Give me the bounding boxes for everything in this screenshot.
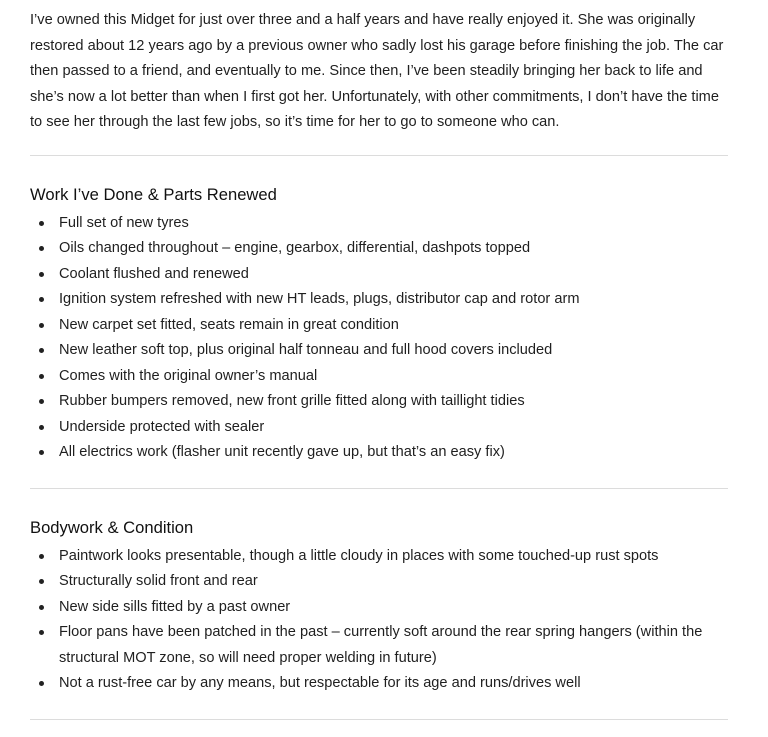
list-item: Floor pans have been patched in the past – currently soft around the rear spring hangers (within the structural MOT zone, so will need proper welding in future) <box>30 620 730 671</box>
list-item: Coolant flushed and renewed <box>30 262 730 288</box>
list-item: Full set of new tyres <box>30 211 730 237</box>
list-item: Paintwork looks presentable, though a little cloudy in places with some touched-up rust spots <box>30 544 730 570</box>
section-title-work-done: Work I’ve Done & Parts Renewed <box>30 184 277 204</box>
list-item: Comes with the original owner’s manual <box>30 364 730 390</box>
list-item: All electrics work (flasher unit recently gave up, but that’s an easy fix) <box>30 440 730 466</box>
section-divider <box>30 488 728 489</box>
list-item: Rubber bumpers removed, new front grille fitted along with taillight tidies <box>30 389 730 415</box>
section-divider <box>30 719 728 720</box>
list-item: Underside protected with sealer <box>30 415 730 441</box>
work-done-list <box>30 211 730 466</box>
section-divider <box>30 155 728 156</box>
list-item: New side sills fitted by a past owner <box>30 595 730 621</box>
listing-description <box>30 8 730 720</box>
bodywork-list <box>30 544 730 697</box>
list-item: New carpet set fitted, seats remain in great condition <box>30 313 730 339</box>
list-item: New leather soft top, plus original half tonneau and full hood covers included <box>30 338 730 364</box>
list-item: Oils changed throughout – engine, gearbox, differential, dashpots topped <box>30 236 730 262</box>
intro-paragraph: I’ve owned this Midget for just over three and a half years and have really enjoyed it. She was originally restored about 12 years ago by a previous owner who sadly lost his garage before finishing the job. The car then passed to a friend, and eventually to me. Since then, I’ve been steadily bringing her back to life and she’s now a lot better than when I first got her. Unfortunately, with other commitments, I don’t have the time to see her through the last few jobs, so it’s time for her to go to someone who can. <box>30 12 724 130</box>
list-item: Ignition system refreshed with new HT leads, plugs, distributor cap and rotor arm <box>30 287 730 313</box>
section-title-bodywork: Bodywork & Condition <box>30 517 194 537</box>
list-item: Structurally solid front and rear <box>30 569 730 595</box>
list-item: Not a rust-free car by any means, but respectable for its age and runs/drives well <box>30 671 730 697</box>
